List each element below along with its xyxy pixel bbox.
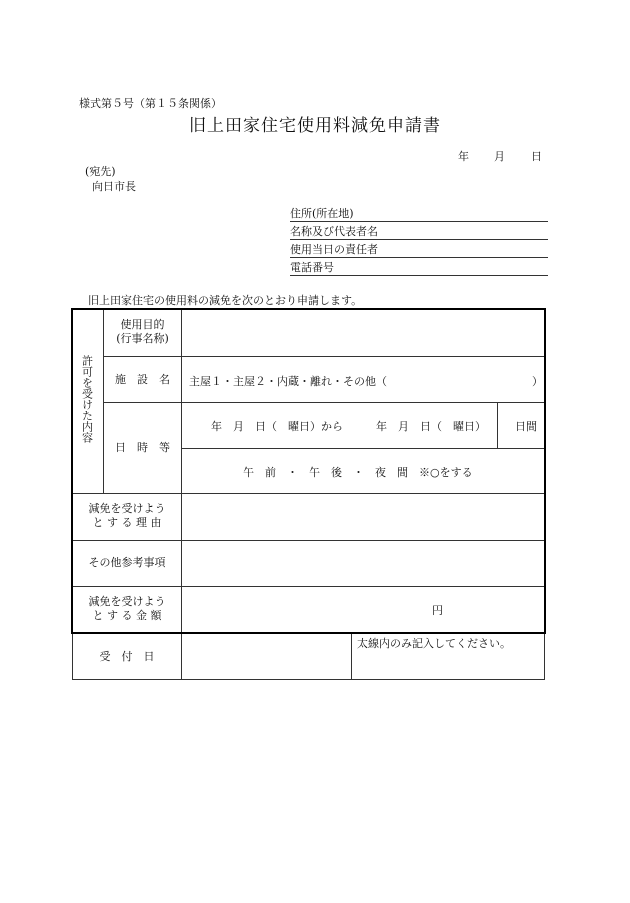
date-year: 年 bbox=[458, 150, 469, 163]
date-day: 日 bbox=[531, 150, 542, 163]
date-month: 月 bbox=[494, 150, 505, 163]
addressee-label: (宛先) bbox=[85, 165, 116, 178]
time-options[interactable]: 午 前 ・ 午 後 ・ 夜 間 ※○をする bbox=[243, 466, 473, 479]
address-field[interactable]: 住所(所在地) bbox=[290, 207, 548, 222]
datetime-range[interactable]: 年 月 日（ 曜日）から 年 月 日（ 曜日） bbox=[211, 420, 486, 433]
intro-text: 旧上田家住宅の使用料の減免を次のとおり申請します。 bbox=[88, 294, 363, 307]
responsible-person-field[interactable]: 使用当日の責任者 bbox=[290, 243, 548, 258]
phone-field[interactable]: 電話番号 bbox=[290, 261, 548, 276]
purpose-label: 使用目的 (行事名称) bbox=[116, 318, 169, 345]
amount-label: 減免を受けよう と す る 金 額 bbox=[88, 595, 166, 622]
permitted-content-label: 許可を受けた内容 bbox=[80, 355, 94, 443]
instruction-note: 太線内のみ記入してください。 bbox=[357, 637, 511, 650]
days-unit: 日間 bbox=[515, 420, 537, 433]
facility-close-paren: ） bbox=[532, 375, 543, 388]
other-notes-label: その他参考事項 bbox=[88, 556, 166, 569]
amount-unit: 円 bbox=[432, 604, 443, 617]
facility-options[interactable]: 主屋１・主屋２・内蔵・離れ・その他（ bbox=[189, 375, 387, 388]
facility-label: 施 設 名 bbox=[115, 373, 170, 386]
purpose-input[interactable] bbox=[183, 310, 543, 355]
form-title: 旧上田家住宅使用料減免申請書 bbox=[189, 116, 441, 136]
received-date-label: 受 付 日 bbox=[99, 650, 155, 663]
reason-input[interactable] bbox=[183, 495, 543, 539]
other-notes-input[interactable] bbox=[183, 542, 543, 585]
reason-label: 減免を受けよう と す る 理 由 bbox=[88, 502, 166, 529]
datetime-label: 日 時 等 bbox=[115, 441, 170, 454]
addressee-name: 向日市長 bbox=[92, 180, 136, 193]
representative-field[interactable]: 名称及び代表者名 bbox=[290, 225, 548, 240]
form-number: 様式第５号（第１５条関係） bbox=[79, 97, 222, 110]
